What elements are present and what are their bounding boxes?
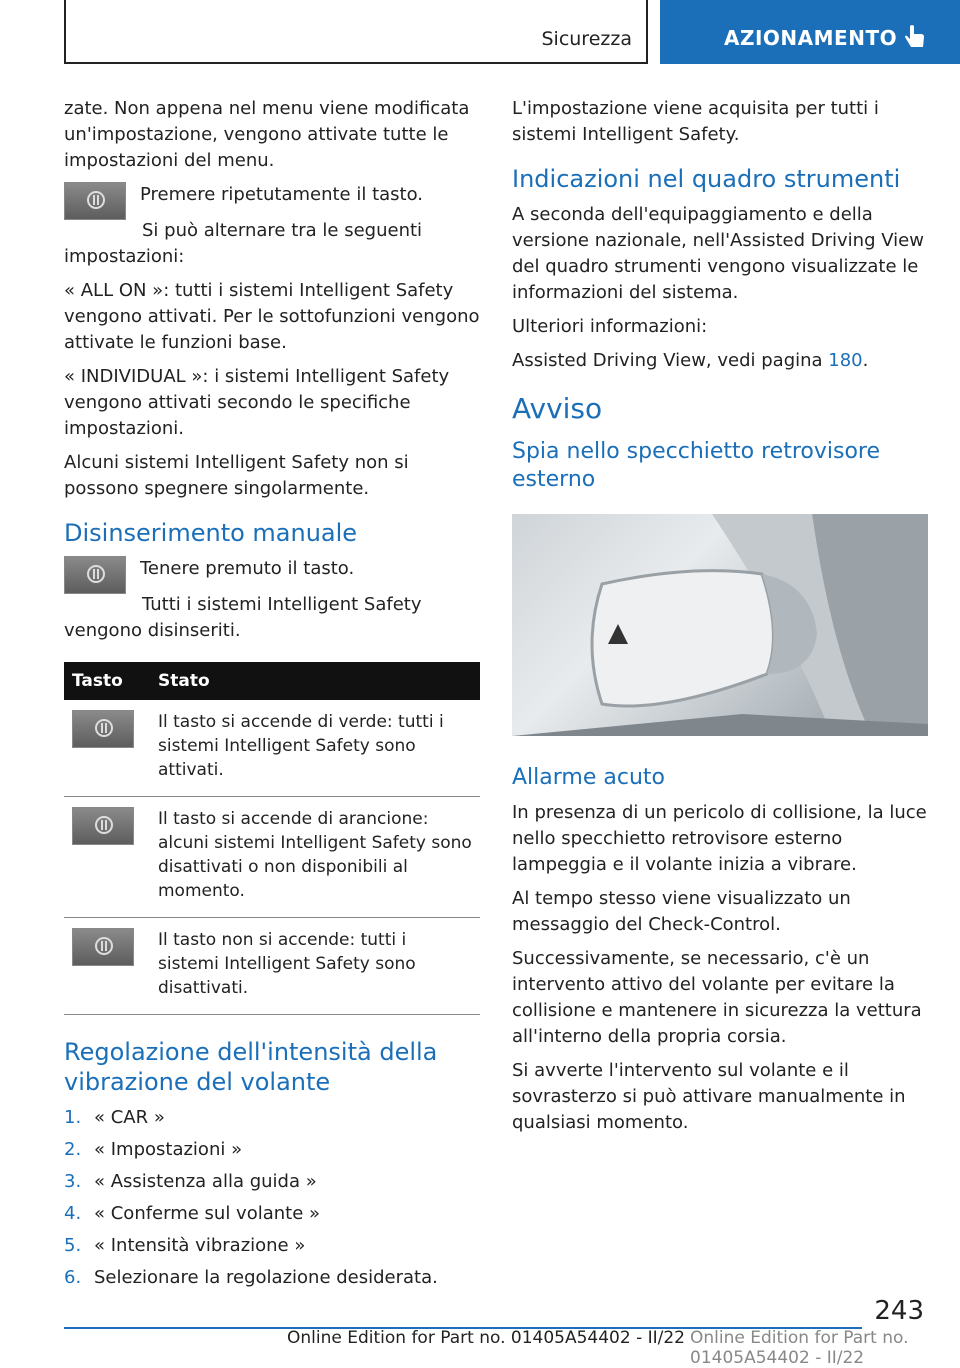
table-header-state: Stato: [150, 662, 480, 700]
section-heading-vibration: Regolazione dell'intensità della vibrazione del volante: [64, 1038, 438, 1096]
header-chapter-label: AZIONAMENTO: [724, 26, 898, 50]
page-number: 243: [874, 1296, 924, 1326]
instruction-line: Tenere premuto il tasto.: [140, 558, 355, 579]
table-header-key: Tasto: [64, 662, 150, 700]
paragraph: A seconda dell'equipaggiamento e della versione nazionale, nell'Assisted Driving View del quadro strumenti vengono visualizzate le informazioni del sistema.: [512, 204, 924, 303]
heading-mirror-light: Spia nello specchietto retrovisore esterno: [512, 439, 881, 492]
intelligent-safety-button-icon: [72, 928, 134, 966]
steps-list: [64, 1105, 480, 1291]
intelligent-safety-button-icon: [64, 182, 126, 220]
footer-edition: Online Edition for Part no. 01405A54402 - II/22: [286, 1328, 685, 1348]
paragraph: Ulteriori informazioni:: [512, 316, 708, 337]
table-cell: Il tasto non si accende: tutti i sistemi Intelligent Safety sono disattivati.: [150, 918, 480, 1015]
mirror-photo: [512, 514, 928, 736]
paragraph: Si avverte l'intervento sul volante e il sovrasterzo si può attivare manualmente in qualsiasi momento.: [512, 1060, 906, 1133]
heading-avviso: Avviso: [512, 392, 603, 425]
list-item: 2. « Impostazioni »: [64, 1139, 243, 1160]
list-item: 1. « CAR »: [64, 1107, 165, 1128]
paragraph: Al tempo stesso viene visualizzato un messaggio del Check-Control.: [512, 888, 851, 935]
header-chapter-tab: [660, 0, 960, 64]
section-heading-manual: Disinserimento manuale: [64, 519, 358, 547]
page-link[interactable]: 180: [828, 350, 863, 371]
table-cell: Il tasto si accende di arancione: alcuni sistemi Intelligent Safety sono disattivati o non disponibili al momento.: [150, 797, 480, 918]
instruction-line: Premere ripetutamente il tasto.: [140, 184, 424, 205]
intelligent-safety-button-icon: [64, 556, 126, 594]
paragraph: Successivamente, se necessario, c'è un intervento attivo del volante per evitare la collisione e mantenere in sicurezza la vettura all'interno della propria corsia.: [512, 948, 922, 1047]
table-cell: Il tasto si accende di verde: tutti i sistemi Intelligent Safety sono attivati.: [150, 700, 480, 797]
left-column: [64, 96, 480, 1297]
status-table: [64, 662, 480, 1015]
intelligent-safety-button-icon: [72, 710, 134, 748]
table-row: [64, 797, 480, 918]
heading-acute-alarm: Allarme acuto: [512, 765, 665, 790]
instruction-line: Tutti i sistemi Intelligent Safety vengono disinseriti.: [64, 594, 422, 641]
paragraph: Assisted Driving View, vedi pagina 180.: [512, 350, 869, 371]
table-row: [64, 918, 480, 1015]
list-item: 5. « Intensità vibrazione »: [64, 1235, 306, 1256]
hand-pointer-icon: [900, 22, 930, 52]
header-section-title: Sicurezza: [541, 28, 632, 50]
section-heading-instruments: Indicazioni nel quadro strumenti: [512, 165, 901, 193]
list-item: 6. Selezionare la regolazione desiderata.: [64, 1267, 438, 1288]
right-column: [512, 96, 928, 1144]
button-instruction: [64, 556, 480, 594]
paragraph: « ALL ON »: tutti i sistemi Intelligent Safety vengono attivati. Per le sottofunzioni vengono attivate le funzioni base.: [64, 280, 480, 353]
paragraph: In presenza di un pericolo di collisione, la luce nello specchietto retrovisore esterno lampeggia e il volante inizia a vibrare.: [512, 802, 927, 875]
instruction-line: Si può alternare tra le seguenti impostazioni:: [64, 220, 423, 267]
paragraph: L'impostazione viene acquisita per tutti i sistemi Intelligent Safety.: [512, 98, 879, 145]
intelligent-safety-button-icon: [72, 807, 134, 845]
footer-watermark: Online Edition for Part no. 01405A54402 - II/22: [690, 1328, 909, 1368]
paragraph: zate. Non appena nel menu viene modificata un'impostazione, vengono attivate tutte le impostazioni del menu.: [64, 98, 470, 171]
list-item: 4. « Conferme sul volante »: [64, 1203, 321, 1224]
list-item: 3. « Assistenza alla guida »: [64, 1171, 317, 1192]
table-row: [64, 700, 480, 797]
button-instruction: [64, 182, 480, 220]
paragraph: « INDIVIDUAL »: i sistemi Intelligent Safety vengono attivati secondo le specifiche impostazioni.: [64, 366, 450, 439]
paragraph: Alcuni sistemi Intelligent Safety non si possono spegnere singolarmente.: [64, 452, 409, 499]
